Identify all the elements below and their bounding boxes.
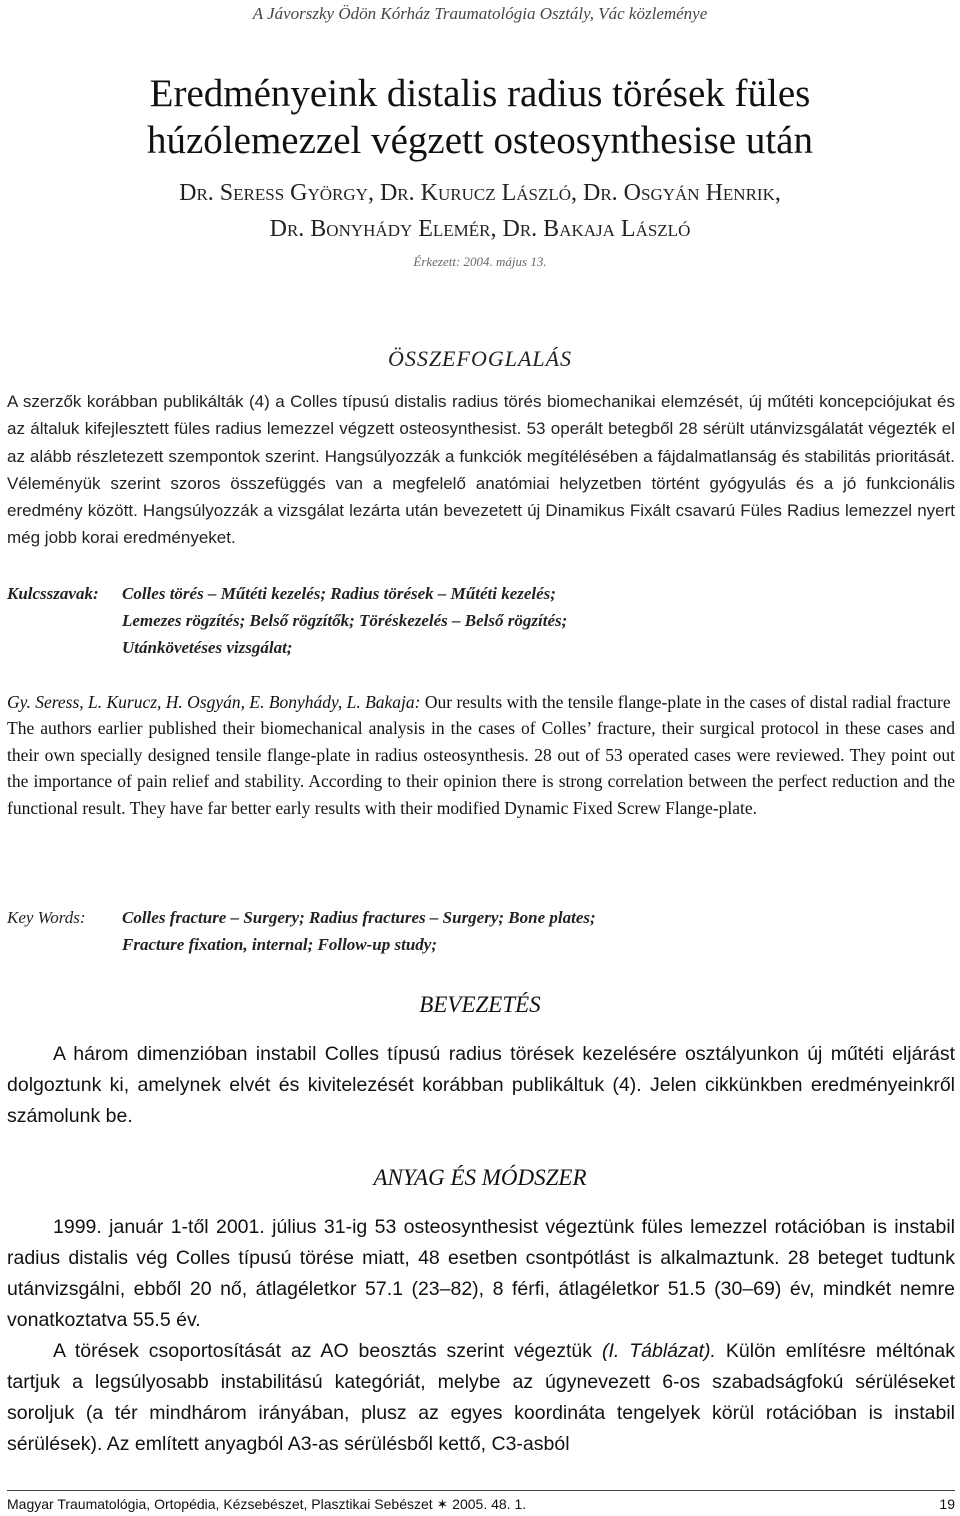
footer-divider xyxy=(7,1490,955,1491)
methods-paragraph-2-end: Külön említésre méltónak tartjuk a legsúlyosabb instabilitású kategóriát, melybe az úgynevezett 6-os szabadságfokú sérüléseket soroljuk (a tér mindhárom irányában, plusz az egyes koordináta tengelyek körül rotációban is instabil sérülések). Az említett anyagból A3-as sérülésből kettő, C3-asból xyxy=(7,1340,955,1455)
abstract-heading: ÖSSZEFOGLALÁS xyxy=(387,346,573,371)
keywords-label: Kulcsszavak: xyxy=(7,584,99,603)
english-title: Our results with the tensile flange-plate in the cases of distal radial fracture xyxy=(420,692,951,712)
title-line-2: húzólemezzel végzett osteosynthesise után xyxy=(146,119,813,162)
received-date: Érkezett: 2004. május 13. xyxy=(413,254,547,269)
keywords-label: Key Words: xyxy=(7,908,86,927)
authors-line-2: Dr. Bonyhády Elemér, Dr. Bakaja László xyxy=(269,216,691,242)
methods-paragraph-2 xyxy=(7,1336,955,1460)
title-line-1: Eredményeink distalis radius törések füles xyxy=(149,72,811,115)
methods-paragraph-1: 1999. január 1-től 2001. július 31-ig 53 osteosynthesist végeztünk füles lemezzel rotációban is instabil radius distalis vég Colles típusú törése miatt, 48 esetben csontpótlást is alkalmaztunk. 28 beteget tudtunk utánvizsgálni, ebből 20 nő, átlagéletkor 57.1 (23–82), 8 férfi, átlagéletkor 51.5 (30–69) év, mindkét nemre vonatkoztatva 55.5 év. xyxy=(7,1216,955,1331)
abstract-text: A szerzők korábban publikálták (4) a Colles típusú distalis radius törés biomechanikai elemzését, új műtéti koncepciójukat és az általuk kifejlesztett füles radius lemezzel végzett osteosynthesist. 53 operált betegből 28 sérült utánvizsgálatát végezték el az alább részletezett szempontok szerint. Hangsúlyozzák a funkciók megítélésében a fájdalmatlanság és stabilitás prioritását. Véleményük szerint szoros összefüggés van a megfelelő anatómiai helyzetben történt gyógyulás és a jó funkcionális eredmény között. Hangsúlyozzák a vizsgálat lezárta után bevezetett új Dinamikus Fixált csavarú Füles Radius lemezzel nyert még jobb korai eredményeket. xyxy=(7,392,955,548)
article-title xyxy=(0,70,960,164)
running-head: A Jávorszky Ödön Kórház Traumatológia Osztály, Vác közleménye xyxy=(252,4,708,23)
section-heading-introduction: BEVEZETÉS xyxy=(419,992,541,1017)
english-authors: Gy. Seress, L. Kurucz, H. Osgyán, E. Bonyhády, L. Bakaja: xyxy=(7,692,421,712)
english-abstract-text: The authors earlier published their biomechanical analysis in the cases of Colles’ fracture, their surgical protocol in these cases and their own specially designed tensile flange-plate in radius osteosynthesis. 28 out of 53 operated cases were reviewed. They point out the importance of pain relief and stability. According to their opinion there is strong correlation between the perfect reduction and the functional result. They have far better early results with their modified Dynamic Fixed Screw Flange-plate. xyxy=(7,718,955,818)
introduction-paragraph: A három dimenzióban instabil Colles típusú radius törések kezelésére osztályunkon új műtéti eljárást dolgoztunk ki, amelynek elvét és kivitelezését korábban publikáltuk (4). Jelen cikkünkben eredményeinkről számolunk be. xyxy=(7,1043,955,1127)
methods-paragraph-2-start: A törések csoportosítását az AO beosztás szerint végeztük xyxy=(53,1340,602,1362)
section-heading-methods: ANYAG ÉS MÓDSZER xyxy=(373,1165,587,1190)
keywords-line: Fracture fixation, internal; Follow-up study; xyxy=(122,935,438,954)
footer-journal: Magyar Traumatológia, Ortopédia, Kézsebészet, Plasztikai Sebészet ✶ 2005. 48. 1. xyxy=(7,1496,527,1512)
methods-body xyxy=(7,1212,955,1460)
english-abstract xyxy=(7,689,955,821)
authors xyxy=(0,175,960,247)
keywords-line: Lemezes rögzítés; Belső rögzítők; Töréskezelés – Belső rögzítés; xyxy=(122,611,568,630)
keywords-list xyxy=(122,580,952,661)
introduction-body xyxy=(7,1039,955,1132)
keywords-list xyxy=(122,904,952,958)
page-number: 19 xyxy=(939,1496,955,1512)
authors-line-1: Dr. Seress György, Dr. Kurucz László, Dr. Osgyán Henrik, xyxy=(179,180,781,206)
keywords-line: Colles fracture – Surgery; Radius fractures – Surgery; Bone plates; xyxy=(122,908,596,927)
keywords-line: Utánkövetéses vizsgálat; xyxy=(122,638,293,657)
table-reference: (I. Táblázat). xyxy=(601,1340,716,1362)
keywords-line: Colles törés – Műtéti kezelés; Radius törések – Műtéti kezelés; xyxy=(122,584,556,603)
